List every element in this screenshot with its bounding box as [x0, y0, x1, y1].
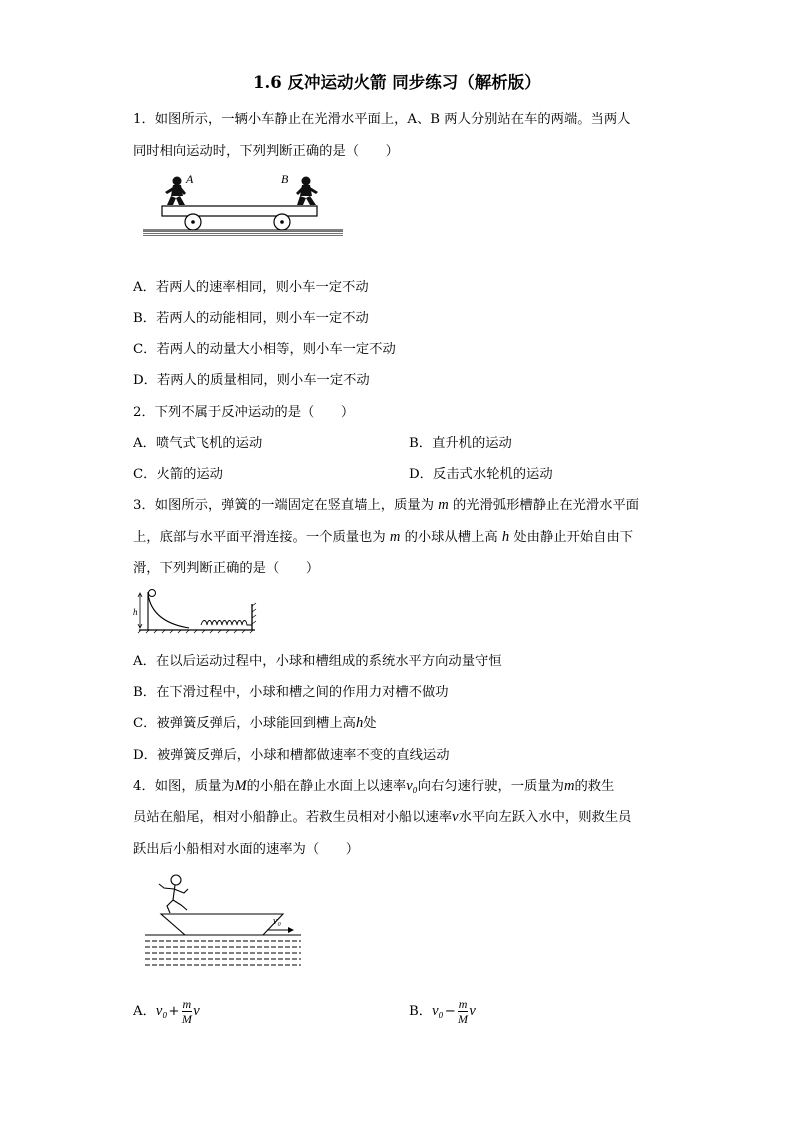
q1-stem-line2: 同时相向运动时，下列判断正确的是（ ） — [133, 144, 399, 159]
q3-option-a: A．在以后运动过程中，小球和槽组成的系统水平方向动量守恒 — [133, 654, 502, 669]
q1-fig-label-a: A — [186, 172, 194, 186]
q4-option-a: A．v₀+ $\frac{m}{M}$ v — [133, 997, 200, 1026]
q3-stem-line1: 3．如图所示，弹簧的一端固定在竖直墙上，质量为 m 的光滑弧形槽静止在光滑水平面 — [133, 497, 640, 513]
q3-var-h: h — [501, 529, 510, 545]
q3-var-m2: m — [389, 529, 401, 545]
q1-option-b: B．若两人的动能相同，则小车一定不动 — [133, 311, 369, 326]
q1-stem-line1: 1．如图所示，一辆小车静止在光滑水平面上，A、B 两人分别站在车的两端。当两人 — [133, 112, 631, 127]
q2-option-b: B．直升机的运动 — [409, 436, 512, 451]
q4-stem-line3: 跃出后小船相对水面的速率为（ ） — [133, 842, 360, 857]
q1-option-c: C．若两人的动量大小相等，则小车一定不动 — [133, 342, 396, 357]
q3-fig-label-h: h — [133, 607, 138, 617]
q2-option-a: A．喷气式飞机的运动 — [133, 436, 263, 451]
q4-stem-line2: 员站在船尾，相对小船静止。若救生员相对小船以速率v水平向左跃入水中，则救生员 — [133, 809, 632, 825]
q3-option-d: D．被弹簧反弹后，小球和槽都做速率不变的直线运动 — [133, 748, 450, 763]
q3-stem-line2: 上，底部与水平面平滑连接。一个质量也为 m 的小球从槽上高 h 处由静止开始自由下 — [133, 529, 634, 545]
q2-option-c: C．火箭的运动 — [133, 467, 223, 482]
q1-fig-label-b: B — [281, 172, 289, 186]
q4-boat-figure — [143, 872, 303, 972]
q4-option-b: B．v₀− $\frac{m}{M}$ v — [409, 997, 476, 1026]
q3-slope-spring-figure — [131, 588, 261, 634]
q1-cart-figure — [140, 168, 350, 240]
q3-option-b: B．在下滑过程中，小球和槽之间的作用力对槽不做功 — [133, 685, 449, 700]
q3-var-m: m — [438, 497, 449, 513]
q1-option-a: A．若两人的速率相同，则小车一定不动 — [133, 280, 369, 295]
q4-fig-label-v0: v₀ — [273, 916, 281, 927]
page-title: 1.6 反冲运动火箭 同步练习（解析版） — [253, 73, 541, 92]
q2-option-d: D．反击式水轮机的运动 — [409, 467, 553, 482]
q1-option-d: D．若两人的质量相同，则小车一定不动 — [133, 373, 370, 388]
q3-option-c: C．被弹簧反弹后，小球能回到槽上高h处 — [133, 715, 377, 731]
q2-stem: 2．下列不属于反冲运动的是（ ） — [133, 405, 355, 420]
q4-stem-line1: 4．如图，质量为M的小船在静止水面上以速率v₀向右匀速行驶，一质量为m的救生 — [133, 778, 615, 794]
q3-stem-line3: 滑，下列判断正确的是（ ） — [133, 561, 320, 576]
